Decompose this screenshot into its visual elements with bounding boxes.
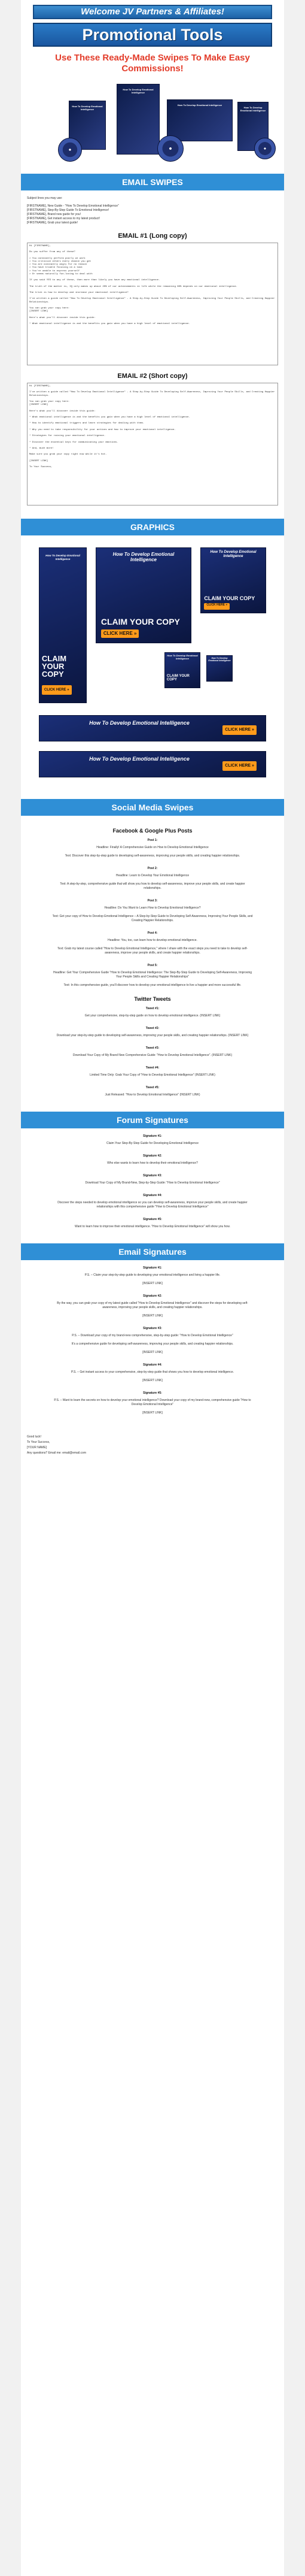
signature-label: Signature #2:	[143, 1154, 162, 1158]
subject-line: [FIRSTNAME], New Guide - "How To Develop Emotional Intelligence"	[27, 204, 119, 208]
ad-title: How To Develop Emotional Intelligence	[112, 552, 175, 563]
signature-text: Claim Your Step-By-Step Guide for Developing Emotional Intelligence	[106, 1142, 199, 1145]
product-bundle-image	[27, 78, 278, 168]
closing	[27, 1430, 278, 1461]
graphics-band: GRAPHICS	[21, 519, 284, 535]
ad-claim: CLAIM YOUR COPY	[204, 595, 255, 601]
list-item	[27, 1363, 278, 1383]
list-item	[27, 1154, 278, 1166]
signature-text: Download Your Copy of My Brand-New, Step-by-Step Guide: "How to Develop Emotional Intelligence"	[85, 1181, 220, 1185]
social-media-band: Social Media Swipes	[21, 799, 284, 816]
ad-title: How To Develop Emotional Intelligence	[167, 654, 198, 661]
tweet-text: Just Released: "How to Develop Emotional Intelligence" (INSERT LINK)	[105, 1093, 200, 1097]
subject-line: [FIRSTNAME], Get instant access to my latest product!	[27, 217, 100, 220]
product-box-center	[117, 84, 160, 155]
banner-ad-button-small	[164, 652, 200, 688]
signature-label: Signature #2:	[143, 1294, 162, 1298]
post-text: Headline: You, too, can learn how to develop emotional intelligence. Text: Grab my latest course called "How to Develop Emotional Intelligence," where I share with the exact steps you need to take to develop self-awareness, improve your people skills, and create happier relationships.	[57, 939, 248, 955]
signature-label: Signature #5:	[143, 1218, 162, 1221]
tweet-text: Limited Time Only: Grab Your Copy of "How to Develop Emotional Intelligence" (INSERT LINK)	[90, 1073, 215, 1077]
product-box-left-title: How To Develop Emotional Intelligence	[72, 105, 103, 111]
banner-ad-leaderboard-1	[39, 715, 266, 741]
signature-label: Signature #1:	[143, 1266, 162, 1270]
signature-label: Signature #4:	[143, 1363, 162, 1367]
tweet-text: Download Your Copy of My Brand New Comprehensive Guide: "How to Develop Emotional Intelligence". (INSERT LINK)	[72, 1054, 233, 1057]
banner-ad-button-tiny	[206, 655, 233, 682]
product-box-laptop	[167, 99, 233, 141]
product-disc-1	[58, 138, 82, 162]
forum-signatures-section	[27, 1128, 278, 1243]
banner-ad-square	[200, 547, 266, 613]
post-label: Post 2:	[147, 867, 158, 870]
signature-text: P.S. – Claim your step-by-step guide to developing your emotional intelligence and living a happier life. [INSERT LINK]	[84, 1273, 221, 1285]
subheading: Use These Ready-Made Swipes To Make Easy Commissions!	[55, 53, 250, 74]
email-1-textbox[interactable]: Hi [FIRSTNAME], Do you suffer from any of these? > You constantly perform poorly at work > You criticize others every chance you get > You are constantly angry for no reason > You have trouble focusing on a task > You're unable to express yourself > Or seems naturally fun-loving to deal with If you said YES to any of these, then more than likely you have any emotional intelligence. The truth of the matter is, IQ only makes up about 20% of our achievements in life while the remaining 80% depends on our emotional intelligence. The trick is how to develop and increase your emotional intelligence? I've written a guide called "How To Develop Emotional Intelligence" - A Step-by-Step Guide To Developing Self-Awareness, Improving Your People Skills, and Creating Happier Relationships. You can grab your copy here: [INSERT LINK] Here's what you'll discover inside this guide: * What emotional intelligence is and the benefits you gain when you have a high level of emotional intelligence.	[27, 243, 278, 365]
forum-signatures-band: Forum Signatures	[21, 1112, 284, 1128]
main-banner: Promotional Tools	[33, 23, 272, 47]
tweet-label: Tweet #5:	[145, 1086, 160, 1089]
product-box-right-title: How To Develop Emotional Intelligence	[240, 106, 266, 112]
email-signatures-band: Email Signatures	[21, 1243, 284, 1260]
facebook-posts-title: Facebook & Google Plus Posts	[112, 828, 193, 834]
email-2-title: EMAIL #2 (Short copy)	[117, 373, 188, 380]
ad-cta-button[interactable]: CLICK HERE »	[101, 629, 139, 638]
email-swipes-band: EMAIL SWIPES	[21, 174, 284, 190]
list-item	[27, 1294, 278, 1318]
ad-claim: CLAIM YOUR COPY	[100, 616, 180, 626]
top-banner: Welcome JV Partners & Affiliates!	[33, 5, 272, 19]
email-1-title: EMAIL #1 (Long copy)	[118, 232, 187, 240]
post-text: Headline: Do You Want to Learn How to Develop Emotional Intelligence? Text: Get your copy of How to Develop Emotional Intelligence – A Step-by-Step Guide to Developing Self-Awareness, Improving Your People Skills, and Creating Happier Relationships.	[52, 906, 253, 922]
list-item	[27, 1027, 278, 1038]
graphics-section	[27, 535, 278, 799]
list-item	[27, 1194, 278, 1209]
subject-line: [FIRSTNAME], Grab your latest guide!	[27, 221, 78, 225]
banner-ad-skyscraper	[39, 547, 87, 703]
promo-page	[21, 0, 284, 2576]
ad-cta-button[interactable]: CLICK HERE »	[204, 603, 230, 610]
product-box-laptop-title: How To Develop Emotional Intelligence	[177, 104, 222, 107]
tweet-label: Tweet #2:	[145, 1027, 160, 1030]
list-item	[27, 839, 278, 858]
tweet-text: Get your comprehensive, step-by-step guide on how to develop emotional intelligence. (INSERT LINK)	[84, 1014, 221, 1018]
list-item	[27, 1174, 278, 1185]
ad-cta-button[interactable]: CLICK HERE »	[42, 685, 72, 695]
signature-text: P.S. – Get instant access to your comprehensive, step-by-step guide that shows you how to develop emotional intelligence. [INSERT LINK]	[71, 1370, 234, 1382]
tweet-label: Tweet #4:	[145, 1066, 160, 1070]
ad-title: How To Develop Emotional Intelligence	[89, 755, 190, 762]
list-item	[27, 1007, 278, 1018]
signature-label: Signature #5:	[143, 1391, 162, 1395]
subject-line: [FIRSTNAME], Step-By-Step Guide To Emotional Intelligence!	[27, 208, 109, 212]
signature-text: Discover the steps needed to develop emotional intelligence so you can develop self-awareness, improve your people skills, and create happier relationships with this comprehensive guide "How to Develop Emotional Intelligence"	[57, 1201, 248, 1209]
post-label: Post 3:	[147, 899, 158, 903]
email-2-textbox[interactable]: Hi [FIRSTNAME], I've written a guide called "How To Develop Emotional Intelligence" - A Step-by-Step Guide To Developing Self-Awareness, Improving Your People Skills, and Creating Happier Relationships. You can grab your copy here: [INSERT LINK] Here's what you'll discover inside this guide: * What emotional intelligence is and the benefits you gain when you have a high level of emotional intelligence. * How to identify emotional triggers and learn strategies for dealing with them. * Why you need to take responsibility for your actions and how to improve your emotional intelligence. * Strategies for raising your emotional intelligence. * Discover the essential keys for communicating your emotions. * And, much more! Make sure you grab your copy right now while it's hot. [INSERT LINK] To Your Success,	[27, 383, 278, 505]
ad-title: How To Develop Emotional Intelligence	[208, 656, 231, 662]
ad-title: How To Develop Emotional Intelligence	[89, 719, 190, 726]
list-item	[27, 1266, 278, 1286]
email-swipes-section	[27, 190, 278, 511]
list-item	[27, 1391, 278, 1415]
list-item	[27, 899, 278, 923]
signature-text: By the way, you can grab your copy of my latest guide called "How to Develop Emotional Intelligence" and discover the steps for developing self-awareness, improving your people skills, and creating happier relationships. [INSERT LINK]	[57, 1301, 248, 1318]
banner-ad-medium-rectangle	[96, 547, 191, 643]
post-label: Post 1:	[147, 839, 158, 842]
signature-text: Who else wants to learn how to develop their emotional intelligence?	[107, 1161, 198, 1165]
list-item	[27, 931, 278, 955]
ad-title: How To Develop Emotional Intelligence	[210, 550, 257, 559]
ad-title: How To Develop Emotional Intelligence	[45, 554, 80, 561]
signature-label: Signature #3:	[143, 1327, 162, 1330]
signature-text: P.S. – Want to learn the secrets on how to develop your emotional intelligence? Download your copy of my brand-new, comprehensive guide "How to Develop Emotional Intelligence" [INSERT LINK]	[54, 1399, 251, 1415]
post-text: Headline: Get Your Comprehensive Guide "How to Develop Emotional Intelligence: The Step-By-Step Guide to Developing Self-Awareness, Improving Your People Skills and Creating Happier Relationships" Text: In this comprehensive guide, you'll discover how to develop your emotional intelligence to live a happier and more successful life.	[53, 971, 252, 987]
product-disc-3	[254, 138, 276, 159]
signature-label: Signature #4:	[143, 1194, 162, 1197]
post-label: Post 4:	[147, 931, 158, 935]
ad-claim: CLAIM YOUR COPY	[41, 653, 67, 679]
closing-line: Good luck!	[27, 1435, 41, 1439]
closing-line: To Your Success,	[27, 1440, 50, 1444]
tweet-label: Tweet #3:	[145, 1046, 160, 1050]
social-media-section	[27, 816, 278, 1112]
list-item	[27, 1327, 278, 1355]
list-item	[27, 1046, 278, 1058]
product-box-center-title: How To Develop Emotional Intelligence	[123, 88, 154, 94]
signature-label: Signature #1:	[143, 1134, 162, 1138]
list-item	[27, 1086, 278, 1097]
banner-ad-leaderboard-2	[39, 751, 266, 777]
signature-text: Want to learn how to improve their emotional intelligence. "How to Develop Emotional Intelligence" will show you how.	[75, 1225, 230, 1228]
list-item	[27, 867, 278, 891]
contact-email-line[interactable]: Any questions? Email me: email@email.com	[27, 1451, 87, 1455]
twitter-tweets-title: Twitter Tweets	[134, 996, 171, 1002]
ad-cta-button[interactable]: CLICK HERE »	[222, 761, 257, 771]
email-signatures-section	[27, 1260, 278, 1430]
ad-cta-button[interactable]: CLICK HERE »	[222, 725, 257, 735]
ad-claim: CLAIM YOUR COPY	[166, 674, 190, 682]
tweet-label: Tweet #1:	[145, 1007, 160, 1010]
tweet-text: Download your step-by-step guide to developing self-awareness, improving your people skills, and creating happier relationships. (INSERT LINK)	[56, 1034, 249, 1037]
list-item	[27, 964, 278, 988]
post-text: Headline: Learn to Develop Your Emotional Intelligence Text: A step-by-step, comprehensive guide that will show you how to develop self-awareness, improve your people skills, and create happier relationships.	[60, 874, 245, 890]
list-item	[27, 1218, 278, 1229]
signature-text: P.S. – Download your copy of my brand-new comprehensive, step-by-step guide: "How to Develop Emotional Intelligence" It's a comprehensive guide for developing self-awareness, improving your people skills, and creating happier relationships. [INSERT LINK]	[71, 1334, 234, 1354]
post-text: Headline: Finally! A Comprehensive Guide on How to Develop Emotional Intelligence Text: Discover this step-by-step guide to developing self-awareness, improving your people skills, and creating happier relationships.	[65, 846, 240, 858]
subject-lines-intro: Subject lines you may use:	[27, 196, 63, 200]
signature-label: Signature #3:	[143, 1174, 162, 1177]
list-item	[27, 1134, 278, 1146]
subject-line: [FIRSTNAME], Brand new guide for you!	[27, 213, 81, 216]
list-item	[27, 1066, 278, 1077]
closing-line: [YOUR NAME]	[27, 1446, 47, 1449]
post-label: Post 5:	[147, 964, 158, 967]
product-disc-2	[157, 135, 184, 162]
